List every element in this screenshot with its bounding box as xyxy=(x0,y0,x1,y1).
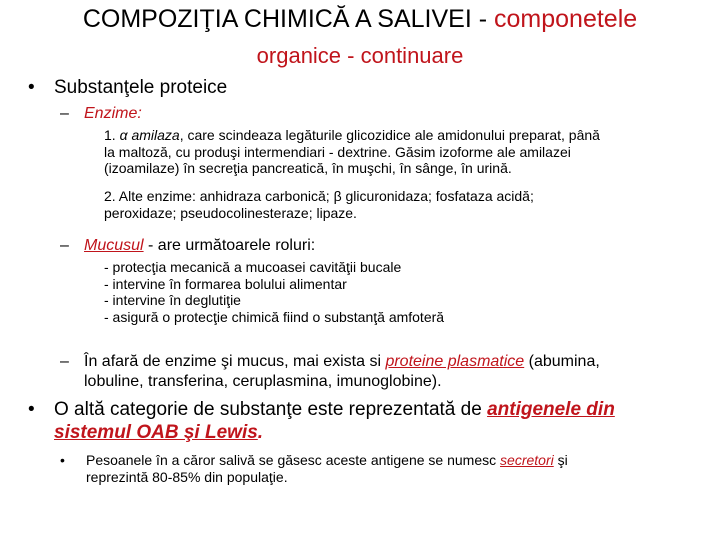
enzymes-label: Enzime: xyxy=(84,105,142,122)
secretors-text-a: Pesoanele în a căror salivă se găsesc aceste antigene se numesc xyxy=(86,452,501,468)
enzyme1-line1: , care scindeaza legăturile glicozidice ale amidonului preparat, până xyxy=(179,127,600,143)
enzyme1-line2: la maltoză, cu produşi intermendiari - dextrine. Găsim izoforme ale amilazei xyxy=(104,143,571,160)
bullet-dot-icon: • xyxy=(28,77,35,98)
mucus-label: Mucusul xyxy=(84,237,144,254)
list-item: - protecţia mecanică a mucoasei cavităţii bucale xyxy=(104,259,402,275)
title-highlight: componetele xyxy=(494,5,638,33)
plasma-text-b: (abumina, xyxy=(524,353,600,370)
antigens-paragraph xyxy=(54,398,714,444)
dash-icon: – xyxy=(60,237,69,254)
list-item: - intervine în deglutiţie xyxy=(104,292,241,308)
mucus-roles-list xyxy=(104,259,704,325)
alpha-symbol: α xyxy=(119,127,128,143)
antigens-term: antigenele din xyxy=(487,399,615,420)
enzyme1-line3: (izoamilaze) în secreţia pancreatică, în muşchi, în sânge, în urină. xyxy=(104,160,512,176)
page-title xyxy=(0,4,720,34)
antigens-text-a: O altă categorie de substanţe este reprezentată de xyxy=(54,399,488,420)
secretors-paragraph xyxy=(86,452,706,485)
secretors-text-b: şi xyxy=(553,452,568,468)
title-main: COMPOZIŢIA CHIMICĂ A SALIVEI - xyxy=(82,5,495,33)
enzyme1-paragraph xyxy=(104,127,704,177)
enzyme2-line2: peroxidaze; pseudocolinesteraze; lipaze. xyxy=(104,204,357,221)
antigens-period: . xyxy=(257,422,264,443)
plasma-line2: lobuline, transferina, ceruplasmina, imunoglobine). xyxy=(84,373,442,390)
plasma-text-a: În afară de enzime şi mucus, mai exista si xyxy=(84,353,386,370)
enzyme2-paragraph xyxy=(104,188,704,221)
plasma-proteins-term: proteine plasmatice xyxy=(385,353,525,370)
secretors-line2: reprezintă 80-85% din populaţie. xyxy=(86,468,288,485)
plasma-proteins-paragraph xyxy=(84,352,714,392)
antigens-system-term: sistemul OAB şi Lewis xyxy=(54,422,258,443)
mucus-text: - are următoarele roluri: xyxy=(143,237,316,254)
enzyme1-name: amilaza xyxy=(127,127,180,143)
enzyme1-number: 1. xyxy=(104,127,120,143)
list-item: - asigură o protecţie chimică fiind o substanţă amfoteră xyxy=(104,308,445,325)
mucus-line xyxy=(84,236,315,256)
section-heading-proteins: Substanţele proteice xyxy=(54,77,228,98)
secretors-term: secretori xyxy=(500,452,554,468)
small-bullet-icon: • xyxy=(60,452,65,468)
enzyme2-line1: 2. Alte enzime: anhidraza carbonică; β glicuronidaza; fosfataza acidă; xyxy=(104,188,534,204)
list-item: - intervine în formarea bolului alimentar xyxy=(104,275,347,292)
bullet-dot-icon: • xyxy=(28,399,35,420)
dash-icon: – xyxy=(60,353,69,370)
dash-icon: – xyxy=(60,105,69,122)
page-subtitle: organice - continuare xyxy=(256,43,464,68)
